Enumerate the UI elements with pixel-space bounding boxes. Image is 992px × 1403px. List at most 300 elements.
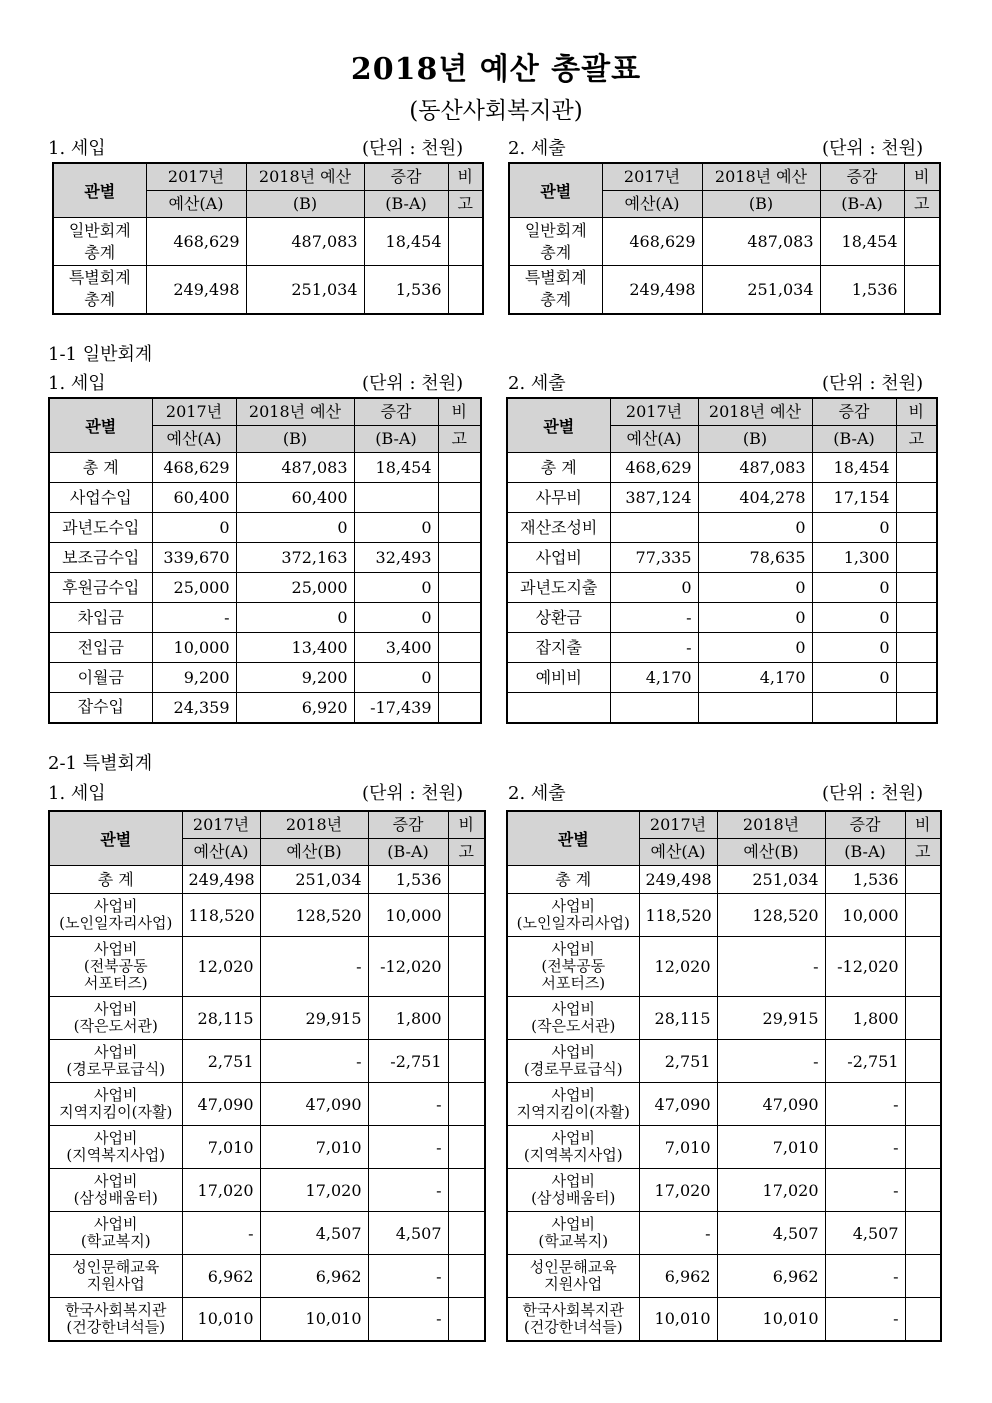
- value-2018: 251,034: [246, 266, 364, 314]
- value-diff: 0: [812, 603, 896, 633]
- value-2018: [698, 693, 812, 723]
- row-name-line: 사업비: [94, 1086, 138, 1104]
- row-name: [507, 573, 610, 603]
- header-2018-bottom: (B): [247, 190, 364, 217]
- value-diff: [354, 483, 438, 513]
- row-name-line: 사업비: [94, 1000, 138, 1018]
- value-2018: 128,520: [717, 894, 825, 937]
- value-note: [438, 693, 481, 723]
- row-name-line: 사무비: [535, 487, 582, 507]
- value-note: [905, 894, 941, 937]
- row-name: [49, 866, 182, 894]
- value-2017: 24,359: [152, 693, 236, 723]
- header-note-bottom: 고: [897, 425, 937, 452]
- value-2018: 487,083: [246, 218, 364, 266]
- value-note: [438, 513, 481, 543]
- value-2017: 10,000: [152, 633, 236, 663]
- value-diff: 3,400: [354, 633, 438, 663]
- value-diff: 1,536: [368, 866, 448, 894]
- value-note: [905, 1126, 941, 1169]
- row-name: [49, 1169, 182, 1212]
- header-diff-top: 증감: [846, 167, 878, 186]
- value-2017: -: [639, 1212, 717, 1255]
- row-name-line: 사업비: [551, 1086, 595, 1104]
- row-name-line: 사업비: [94, 1043, 138, 1061]
- value-2017: 7,010: [182, 1126, 260, 1169]
- general-income-table: [48, 397, 482, 724]
- row-name: [49, 1083, 182, 1126]
- header-category: 관별: [49, 811, 182, 866]
- value-2018: -: [717, 1040, 825, 1083]
- value-note: [896, 633, 937, 663]
- table-row: [507, 1040, 941, 1083]
- value-2018: 29,915: [260, 997, 368, 1040]
- header-2018: [246, 163, 364, 218]
- row-name-line: 보조금수입: [62, 547, 140, 567]
- value-2018: 487,083: [698, 453, 812, 483]
- value-note: [448, 1040, 485, 1083]
- row-name-line: 서포터즈): [541, 974, 606, 992]
- row-name: [49, 663, 152, 693]
- row-name: [49, 573, 152, 603]
- value-note: [905, 1169, 941, 1212]
- value-note: [904, 266, 940, 314]
- special-income-label: 1. 세입: [48, 783, 106, 804]
- header-note: [438, 398, 481, 453]
- value-note: [896, 543, 937, 573]
- value-2018: 372,163: [236, 543, 354, 573]
- table-row: [49, 693, 481, 723]
- table-row: [509, 266, 940, 314]
- value-2017: 17,020: [639, 1169, 717, 1212]
- row-name: [507, 603, 610, 633]
- value-2018: 251,034: [717, 866, 825, 894]
- header-2017-top: 2017년: [165, 402, 223, 421]
- table-row: [49, 1212, 485, 1255]
- value-note: [448, 937, 485, 997]
- value-diff: -: [368, 1169, 448, 1212]
- header-2018: [702, 163, 820, 218]
- row-name: [49, 483, 152, 513]
- table-row: [49, 1083, 485, 1126]
- value-2017: 10,010: [182, 1298, 260, 1341]
- value-note: [438, 603, 481, 633]
- value-note: [448, 266, 483, 314]
- row-name-line: 사업비: [94, 1129, 138, 1147]
- row-name-line: 사업비: [94, 897, 138, 915]
- special-section-label: 2-1 특별회계: [48, 753, 153, 774]
- value-2018: 10,010: [260, 1298, 368, 1341]
- row-name-line: 총계: [84, 242, 116, 262]
- value-diff: 18,454: [812, 453, 896, 483]
- value-diff: 0: [812, 573, 896, 603]
- value-2018: 78,635: [698, 543, 812, 573]
- value-diff: [812, 693, 896, 723]
- row-name: [49, 1212, 182, 1255]
- value-2018: 0: [236, 513, 354, 543]
- row-name-line: 총 계: [540, 457, 577, 477]
- value-2017: 77,335: [610, 543, 698, 573]
- general-section-label: 1-1 일반회계: [48, 344, 153, 365]
- special-expense-label: 2. 세출: [508, 783, 566, 804]
- table-row: [507, 937, 941, 997]
- value-2017: 7,010: [639, 1126, 717, 1169]
- header-2018-top: 2018년 예산: [248, 402, 342, 421]
- header-2018: [236, 398, 354, 453]
- value-2017: 25,000: [152, 573, 236, 603]
- row-name-line: (건강한녀석들): [66, 1317, 166, 1336]
- value-note: [896, 453, 937, 483]
- row-name-line: 잡지출: [535, 637, 582, 657]
- header-2017-bottom: 예산(A): [611, 425, 698, 452]
- page-title: 2018년 예산 총괄표: [350, 52, 642, 87]
- value-note: [896, 603, 937, 633]
- row-name-line: (지역복지사업): [523, 1146, 623, 1164]
- table-row: [49, 1040, 485, 1083]
- row-name-line: (경로무료급식): [523, 1060, 623, 1078]
- row-name-line: 일반회계: [524, 220, 587, 240]
- value-2018: 7,010: [717, 1126, 825, 1169]
- general-income-label: 1. 세입: [48, 373, 106, 394]
- header-2017: [610, 398, 698, 453]
- header-diff: [825, 811, 905, 866]
- value-diff: 4,507: [825, 1212, 905, 1255]
- value-diff: 4,507: [368, 1212, 448, 1255]
- table-row: [509, 218, 940, 266]
- row-name: [507, 543, 610, 573]
- table-row: [507, 997, 941, 1040]
- row-name: [49, 1298, 182, 1341]
- value-2018: 4,507: [717, 1212, 825, 1255]
- general-income-unit: (단위 : 천원): [362, 373, 464, 394]
- special-expense-table: [506, 810, 942, 1342]
- row-name: [49, 1040, 182, 1083]
- value-2017: 249,498: [146, 266, 246, 314]
- table-row: [507, 1255, 941, 1298]
- summary-expense-label: 2. 세출: [508, 138, 566, 159]
- table-row: [507, 894, 941, 937]
- value-2018: 6,962: [717, 1255, 825, 1298]
- value-2017: -: [610, 633, 698, 663]
- row-name: [49, 1255, 182, 1298]
- header-category: 관별: [49, 398, 152, 453]
- row-name: [49, 937, 182, 997]
- general-expense-table: [506, 397, 938, 724]
- table-row: [53, 266, 483, 314]
- header-diff-top: 증감: [392, 815, 424, 834]
- row-name: [507, 1298, 639, 1341]
- value-note: [905, 1212, 941, 1255]
- table-row: [507, 1126, 941, 1169]
- value-note: [896, 573, 937, 603]
- header-2018-top: 2018년 예산: [714, 167, 808, 186]
- table-row: [49, 573, 481, 603]
- row-name: [507, 937, 639, 997]
- value-diff: 1,800: [368, 997, 448, 1040]
- value-2018: 251,034: [260, 866, 368, 894]
- row-name: [507, 894, 639, 937]
- header-2018-bottom: (B): [699, 425, 812, 452]
- header-2017-top: 2017년: [192, 815, 250, 834]
- header-diff: [368, 811, 448, 866]
- header-diff-bottom: (B-A): [365, 190, 448, 217]
- summary-income-label: 1. 세입: [48, 138, 106, 159]
- row-name: [509, 218, 602, 266]
- header-note: [448, 811, 485, 866]
- row-name-line: (전북공동: [83, 957, 148, 975]
- value-note: [896, 483, 937, 513]
- row-name-line: (학교복지): [80, 1232, 151, 1250]
- table-row: [49, 1298, 485, 1341]
- header-diff-bottom: (B-A): [369, 838, 448, 865]
- table-row: [507, 866, 941, 894]
- value-note: [905, 866, 941, 894]
- row-name: [507, 1083, 639, 1126]
- value-diff: 1,536: [820, 266, 904, 314]
- value-2017: 468,629: [146, 218, 246, 266]
- row-name-line: 후원금수입: [62, 577, 140, 597]
- table-row: [49, 513, 481, 543]
- general-expense-unit: (단위 : 천원): [822, 373, 924, 394]
- value-2018: -: [717, 937, 825, 997]
- row-name-line: (건강한녀석들): [523, 1317, 623, 1336]
- row-name: [49, 513, 152, 543]
- value-diff: 1,536: [364, 266, 448, 314]
- value-2018: 17,020: [260, 1169, 368, 1212]
- value-2017: 17,020: [182, 1169, 260, 1212]
- row-name-line: (삼성배움터): [531, 1189, 616, 1207]
- table-row: [49, 633, 481, 663]
- value-2017: 118,520: [639, 894, 717, 937]
- table-row: [507, 1169, 941, 1212]
- value-diff: 0: [354, 513, 438, 543]
- header-category: 관별: [509, 163, 602, 218]
- value-diff: 0: [812, 663, 896, 693]
- header-note-bottom: 고: [449, 190, 483, 217]
- value-2017: 10,010: [639, 1298, 717, 1341]
- row-name-line: (작은도서관): [73, 1017, 158, 1035]
- header-note-top: 비: [457, 167, 473, 186]
- value-diff: 0: [354, 603, 438, 633]
- header-note: [896, 398, 937, 453]
- header-2018-top: 2018년: [285, 815, 343, 834]
- row-name: [507, 1212, 639, 1255]
- table-row: [507, 603, 937, 633]
- value-2018: 404,278: [698, 483, 812, 513]
- value-note: [438, 543, 481, 573]
- value-2017: 387,124: [610, 483, 698, 513]
- header-2017-bottom: 예산(A): [147, 190, 246, 217]
- value-2017: 4,170: [610, 663, 698, 693]
- header-2017: [602, 163, 702, 218]
- table-row: [507, 633, 937, 663]
- value-2017: [610, 513, 698, 543]
- table-row: [507, 1298, 941, 1341]
- row-name-line: 사업비: [551, 1043, 595, 1061]
- row-name: [49, 997, 182, 1040]
- header-note-bottom: 고: [439, 425, 481, 452]
- table-row: [507, 1083, 941, 1126]
- value-diff: -2,751: [825, 1040, 905, 1083]
- value-diff: 17,154: [812, 483, 896, 513]
- header-2017-top: 2017년: [167, 167, 225, 186]
- value-note: [905, 1083, 941, 1126]
- value-2018: 47,090: [717, 1083, 825, 1126]
- value-2018: 13,400: [236, 633, 354, 663]
- value-diff: 18,454: [364, 218, 448, 266]
- value-diff: 0: [354, 663, 438, 693]
- row-name-line: 총 계: [555, 869, 592, 889]
- row-name: [507, 693, 610, 723]
- table-row: [507, 513, 937, 543]
- value-2017: 249,498: [639, 866, 717, 894]
- row-name: [507, 997, 639, 1040]
- value-2018: 128,520: [260, 894, 368, 937]
- value-note: [896, 693, 937, 723]
- header-note-top: 비: [914, 167, 930, 186]
- value-2017: 468,629: [602, 218, 702, 266]
- value-note: [905, 997, 941, 1040]
- row-name-line: (작은도서관): [531, 1017, 616, 1035]
- general-expense-label: 2. 세출: [508, 373, 566, 394]
- table-row: [49, 453, 481, 483]
- value-2017: 47,090: [639, 1083, 717, 1126]
- row-name-line: 서포터즈): [83, 974, 148, 992]
- row-name-line: (지역복지사업): [66, 1146, 166, 1164]
- table-row: [507, 693, 937, 723]
- value-2017: 28,115: [182, 997, 260, 1040]
- header-2017-bottom: 예산(A): [603, 190, 702, 217]
- table-row: [49, 603, 481, 633]
- header-note-top: 비: [915, 815, 931, 834]
- value-2017: 28,115: [639, 997, 717, 1040]
- value-2017: [610, 693, 698, 723]
- value-diff: -: [825, 1298, 905, 1341]
- value-2017: -: [610, 603, 698, 633]
- row-name-line: 지역지킴이(자활): [516, 1103, 630, 1121]
- row-name-line: (노인일자리사업): [516, 914, 630, 932]
- table-row: [49, 483, 481, 513]
- header-note: [904, 163, 940, 218]
- value-note: [905, 937, 941, 997]
- table-row: [53, 218, 483, 266]
- row-name-line: 과년도지출: [520, 577, 598, 597]
- value-note: [448, 1255, 485, 1298]
- value-diff: -: [368, 1083, 448, 1126]
- value-2017: -: [182, 1212, 260, 1255]
- header-diff-bottom: (B-A): [355, 425, 438, 452]
- value-2018: 6,920: [236, 693, 354, 723]
- value-note: [448, 1126, 485, 1169]
- row-name: [49, 543, 152, 573]
- value-diff: 10,000: [825, 894, 905, 937]
- row-name-line: (삼성배움터): [73, 1189, 158, 1207]
- summary-expense-table: [508, 162, 941, 315]
- value-2018: 10,010: [717, 1298, 825, 1341]
- value-note: [448, 218, 483, 266]
- row-name-line: 사업비: [551, 940, 595, 958]
- row-name-line: 특별회계: [68, 268, 131, 288]
- value-diff: -17,439: [354, 693, 438, 723]
- row-name-line: 예비비: [535, 667, 582, 687]
- value-2017: 6,962: [182, 1255, 260, 1298]
- value-2017: 468,629: [152, 453, 236, 483]
- value-2018: 47,090: [260, 1083, 368, 1126]
- table-row: [49, 1255, 485, 1298]
- value-note: [438, 573, 481, 603]
- value-note: [896, 663, 937, 693]
- summary-expense-unit: (단위 : 천원): [822, 138, 924, 159]
- value-2018: 4,507: [260, 1212, 368, 1255]
- header-note-bottom: 고: [906, 838, 941, 865]
- row-name: [507, 483, 610, 513]
- table-row: [507, 543, 937, 573]
- row-name-line: 일반회계: [68, 220, 131, 240]
- header-2017: [182, 811, 260, 866]
- row-name: [49, 453, 152, 483]
- header-2018-bottom: (B): [703, 190, 820, 217]
- row-name: [507, 513, 610, 543]
- header-category: 관별: [507, 811, 639, 866]
- value-2017: 339,670: [152, 543, 236, 573]
- value-2017: 47,090: [182, 1083, 260, 1126]
- value-note: [904, 218, 940, 266]
- value-2018: 487,083: [236, 453, 354, 483]
- value-diff: 10,000: [368, 894, 448, 937]
- value-2017: 12,020: [639, 937, 717, 997]
- header-diff-top: 증감: [390, 167, 422, 186]
- row-name-line: 총계: [540, 290, 572, 310]
- row-name-line: 이월금: [77, 667, 124, 687]
- value-note: [448, 894, 485, 937]
- header-note-bottom: 고: [449, 838, 485, 865]
- row-name: [49, 1126, 182, 1169]
- row-name-line: 차입금: [77, 607, 124, 627]
- value-diff: 18,454: [820, 218, 904, 266]
- row-name: [49, 693, 152, 723]
- header-2017-bottom: 예산(A): [153, 425, 236, 452]
- value-note: [448, 1298, 485, 1341]
- table-row: [49, 866, 485, 894]
- header-2018: [698, 398, 812, 453]
- row-name: [507, 453, 610, 483]
- value-2018: 60,400: [236, 483, 354, 513]
- header-2017-top: 2017년: [649, 815, 707, 834]
- row-name: [507, 1255, 639, 1298]
- row-name-line: 사업비: [551, 897, 595, 915]
- table-row: [49, 894, 485, 937]
- value-diff: 32,493: [354, 543, 438, 573]
- row-name-line: 총계: [540, 242, 572, 262]
- value-2018: 0: [698, 633, 812, 663]
- table-row: [49, 663, 481, 693]
- header-diff-bottom: (B-A): [826, 838, 905, 865]
- value-diff: 18,454: [354, 453, 438, 483]
- value-2017: 2,751: [182, 1040, 260, 1083]
- value-2017: 60,400: [152, 483, 236, 513]
- row-name-line: 특별회계: [524, 268, 587, 288]
- row-name-line: 사업수입: [69, 487, 132, 507]
- page-subtitle: (동산사회복지관): [409, 98, 583, 124]
- table-row: [507, 663, 937, 693]
- table-row: [49, 997, 485, 1040]
- value-2017: 12,020: [182, 937, 260, 997]
- header-note-bottom: 고: [905, 190, 940, 217]
- row-name: [507, 1040, 639, 1083]
- row-name: [507, 1126, 639, 1169]
- value-2018: 487,083: [702, 218, 820, 266]
- header-2018: [717, 811, 825, 866]
